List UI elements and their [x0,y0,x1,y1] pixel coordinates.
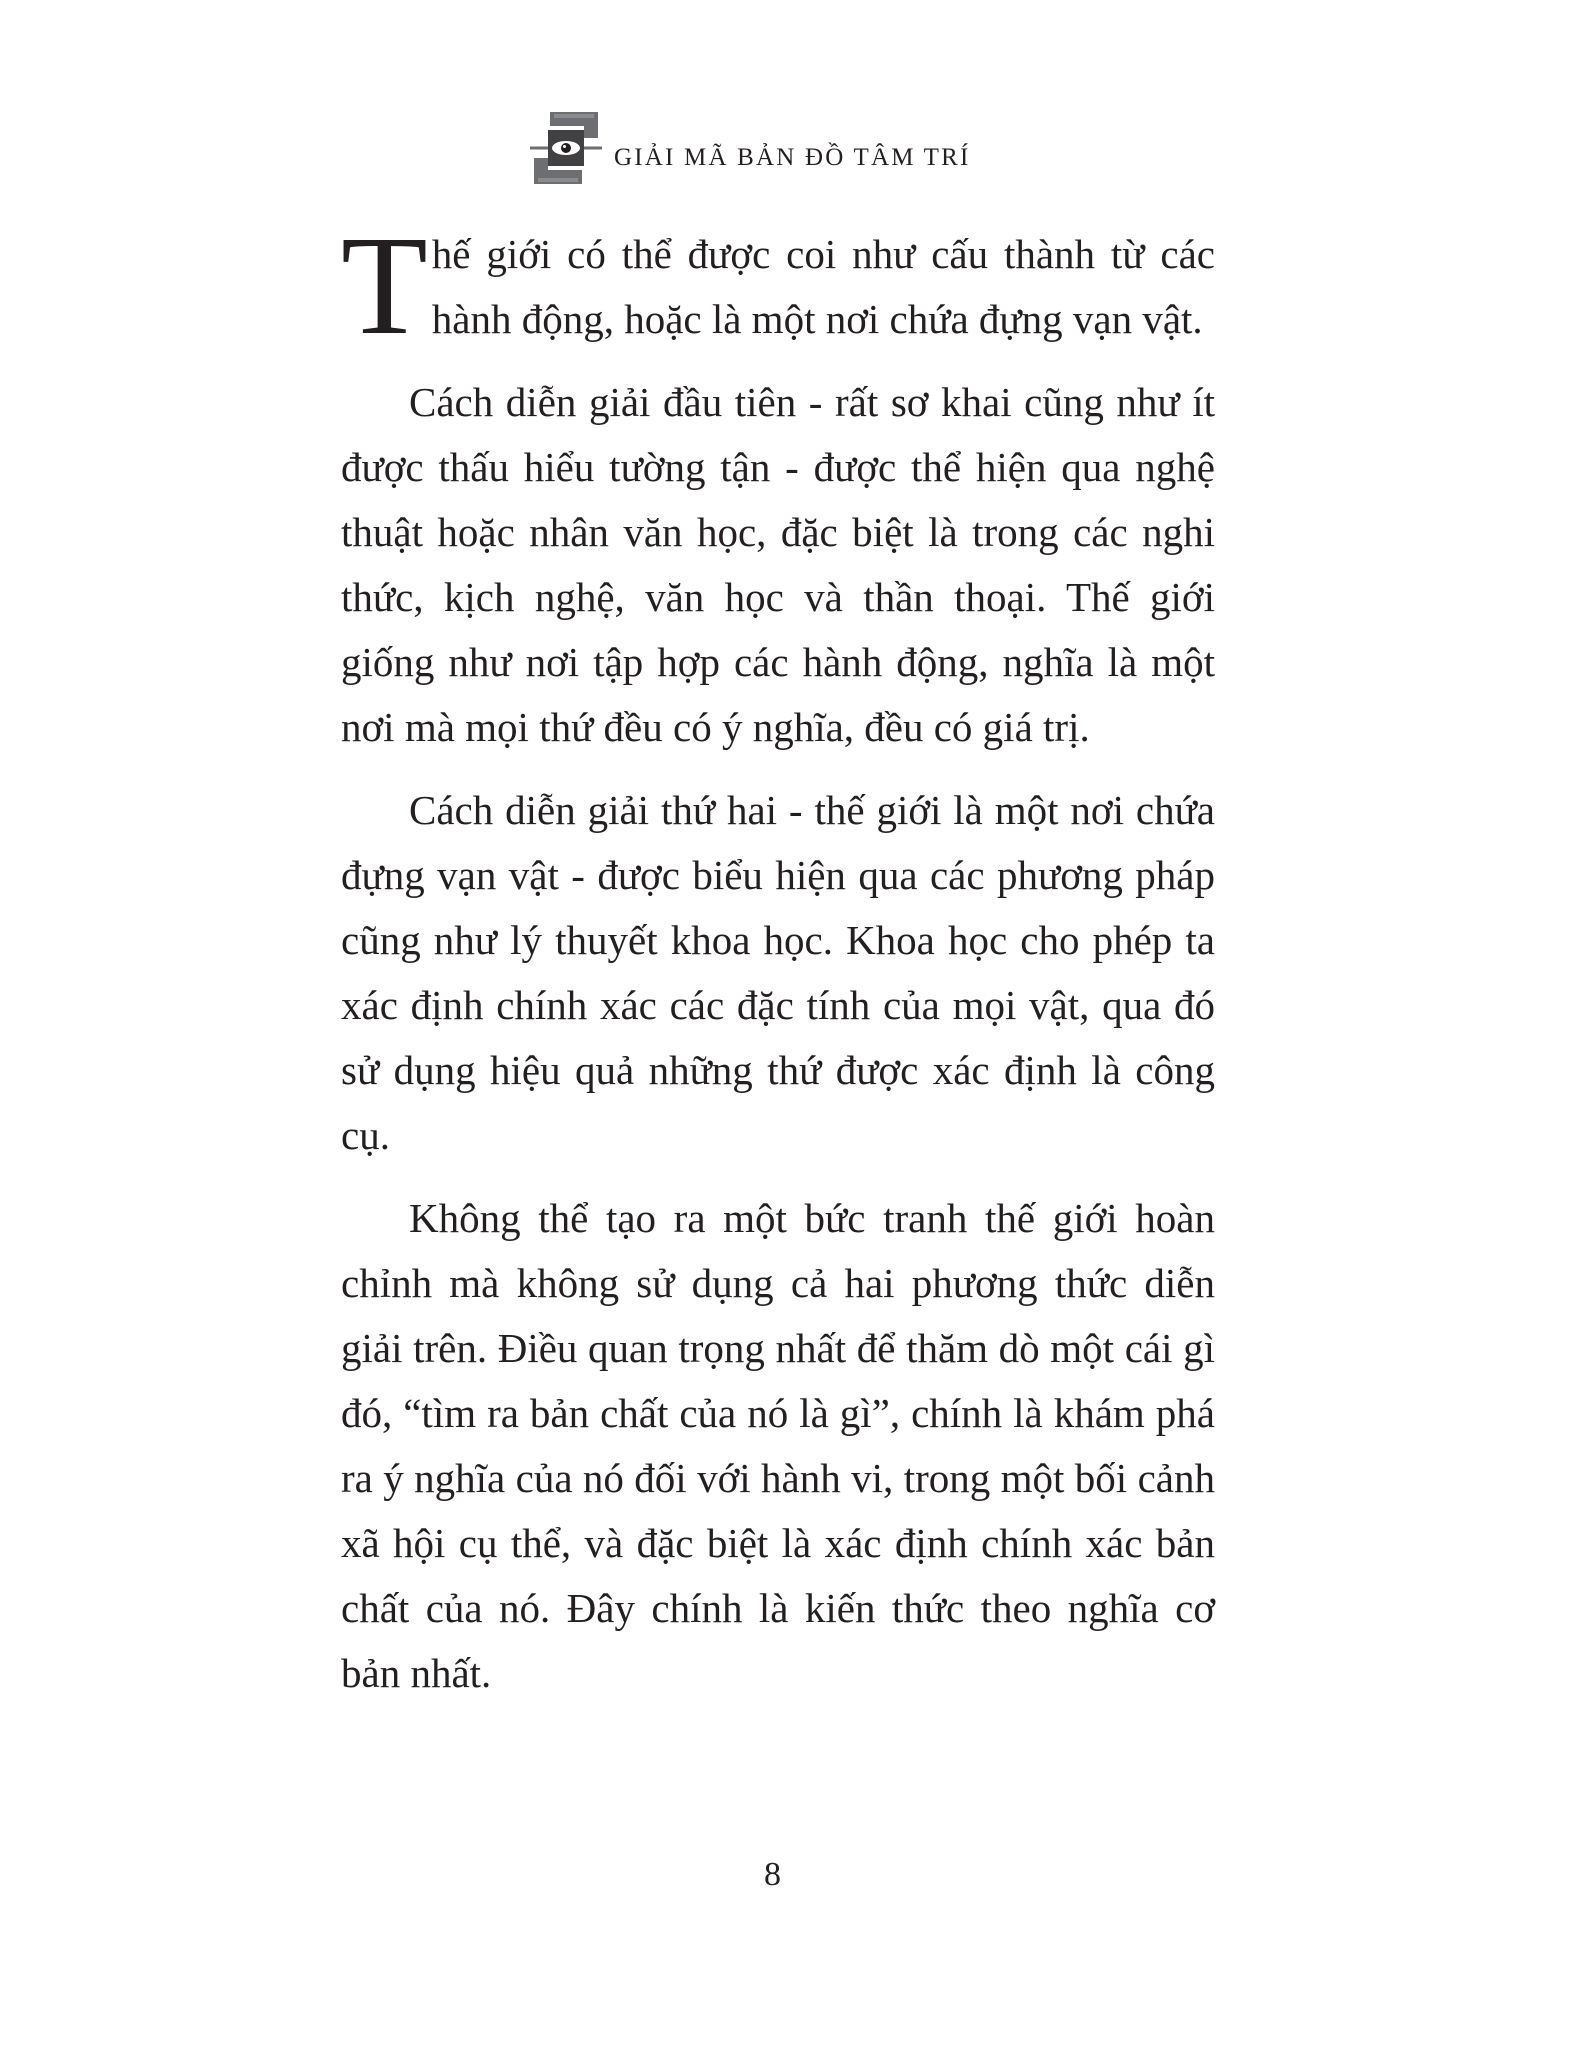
paragraph-1 [341,206,1215,364]
paragraph-2: Cách diễn giải đầu tiên - rất sơ khai cũng như ít được thấu hiểu tường tận - được thể hiện qua nghệ thuật hoặc nhân văn học, đặc biệt là trong các nghi thức, kịch nghệ, văn học và thần thoại. Thế giới giống như nơi tập hợp các hành động, nghĩa là một nơi mà mọi thứ đều có ý nghĩa, đều có giá trị. [341,379,1215,750]
paragraph-1-text: hế giới có thể được coi như cấu thành từ các hành động, hoặc là một nơi chứa đựng vạn vật. [431,231,1215,342]
paragraph-4: Không thể tạo ra một bức tranh thế giới hoàn chỉnh mà không sử dụng cả hai phương thức diễn giải trên. Điều quan trọng nhất để thăm dò một cái gì đó, “tìm ra bản chất của nó là gì”, chính là khám phá ra ý nghĩa của nó đối với hành vi, trong một bối cảnh xã hội cụ thể, và đặc biệt là xác định chính xác bản chất của nó. Đây chính là kiến thức theo nghĩa cơ bản nhất. [341,1195,1215,1696]
eye-in-hands-logo-icon [528,108,604,188]
page-number: 8 [764,1856,781,1893]
running-title: GIẢI MÃ BẢN ĐỒ TÂM TRÍ [614,144,971,171]
drop-cap: T [341,206,428,364]
paragraph-3: Cách diễn giải thứ hai - thế giới là một nơi chứa đựng vạn vật - được biểu hiện qua các phương pháp cũng như lý thuyết khoa học. Khoa học cho phép ta xác định chính xác các đặc tính của mọi vật, qua đó sử dụng hiệu quả những thứ được xác định là công cụ. [341,787,1215,1158]
page-body [341,206,1215,1724]
running-header [528,108,971,188]
